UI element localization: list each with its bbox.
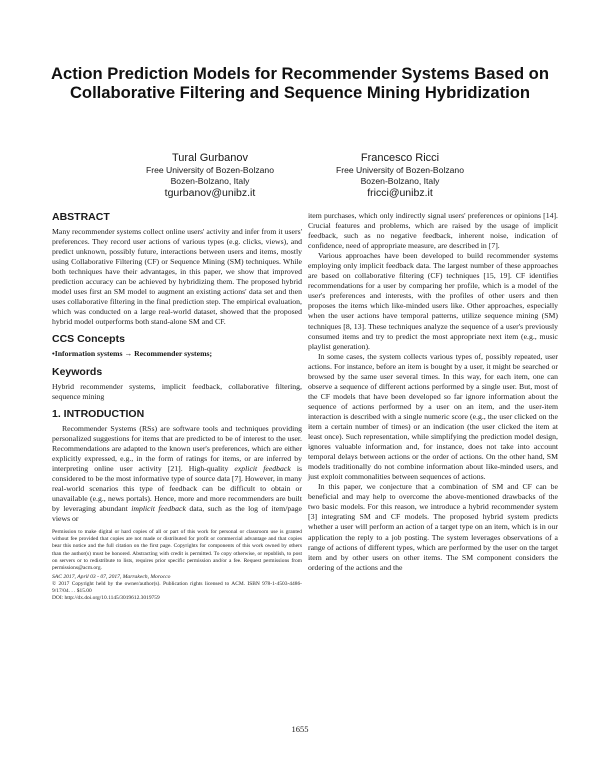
copyright-notice: © 2017 Copyright held by the owner/author(s). Publication rights licensed to ACM. ISBN 978-1-4503-4486-9/17/04. . . $15.00 — [52, 581, 302, 595]
intro-emphasis-explicit: explicit feedback — [234, 463, 291, 473]
keywords-text: Hybrid recommender systems, implicit feedback, collaborative filtering, sequence mining — [52, 381, 302, 401]
doi-line: DOI: http://dx.doi.org/10.1145/3019612.3019759 — [52, 595, 160, 602]
keywords-heading: Keywords — [52, 365, 103, 378]
conference-info: SAC 2017, April 03 - 07, 2017, Marrakech, Morocco — [52, 574, 171, 581]
introduction-paragraph — [52, 424, 302, 524]
intro-text-c: data, such as the log of item/page views or — [52, 503, 302, 524]
author-location: Bozen-Bolzano, Italy — [170, 175, 250, 186]
permission-block — [52, 529, 302, 603]
body-paragraph-3: In some cases, the system collects various types of, possibly repeated, user actions. For instance, before an item is bought by a user, it might be searched or browsed by the same user several times. In this way, for each item, one can observe a sequence of different actions performed by a single user. But, most of the CF models that have been developed so far ignore information about the sequence of actions performed by a user on an item, and the user-item interaction is described with a single numeric score (e.g., the user clicked on the item a certain number of times) or an indication (the user clicked the item at least once). Such representation, while simplifying the prediction model design, ignores valuable information and, for instance, does not take into account temporal delays between actions or the order of actions. On the other hand, SM models traditionally do not combine information about like-minded users, and just exploit commonalities between sequences of actions. — [308, 351, 558, 482]
author-affiliation: Free University of Bozen-Bolzano — [145, 165, 274, 175]
intro-text-a: Recommender Systems (RSs) are software tools and techniques providing personalized suggestions for items that are predicted to be of interest to the user. Recommendations are adapted to the known user's preferences, which are either explicitly expressed, e.g., in the form of ratings for items, or are inferred by interpreting online user activity [21]. High-quality — [52, 423, 302, 473]
author-block-2 — [290, 152, 510, 200]
intro-emphasis-implicit: implicit feedback — [131, 503, 186, 513]
author-email: tgurbanov@unibz.it — [164, 187, 256, 199]
author-block-1 — [100, 152, 320, 200]
abstract-text: Many recommender systems collect online users' activity and infer from it users' preferences. They record user actions of various types (e.g. clicks, views), and predict unknown, possibly future, interactions between users and items, mostly using Collaborative Filtering (CF) or Sequence Mining (SM) techniques. While both techniques have their advantages, in this paper, we show that improved prediction accuracy can be achieved by hybridizing them. The proposed hybrid model uses first an SM model to augment an existing actions' data set and then uses collaborative filtering in the final prediction step. The empirical evaluation, which was conducted on a large real-world dataset, showed that the proposed hybrid model outperforms both stand-alone SM and CF. — [52, 227, 302, 327]
body-paragraph-1: item purchases, which only indirectly signal users' preferences or opinions [14]. Crucial features and problems, which are raised by the usage of implicit feedback, such as no negative feedback, inherent noise, indication of confidence, need of appropriate measure, are described in [7]. — [308, 211, 558, 251]
permission-text: Permission to make digital or hard copies of all or part of this work for personal or classroom use is granted without fee provided that copies are not made or distributed for profit or commercial advantage and that copies bear this notice and the full citation on the first page. Copyrights for components of this work owned by others than the author(s) must be honored. Abstracting with credit is permitted. To copy otherwise, or republish, to post on servers or to redistribute to lists, requires prior specific permission and/or a fee. Request permissions from permissions@acm.org. — [52, 529, 302, 571]
author-location: Bozen-Bolzano, Italy — [360, 175, 440, 186]
ccs-heading: CCS Concepts — [52, 333, 125, 346]
abstract-heading: ABSTRACT — [52, 211, 110, 223]
page-number: 1655 — [291, 724, 309, 734]
author-affiliation: Free University of Bozen-Bolzano — [335, 165, 464, 175]
ccs-text: •Information systems → Recommender systems; — [52, 349, 213, 359]
paper-title: Action Prediction Models for Recommender Systems Based on Collaborative Filtering and Sequence Mining Hybridization — [51, 64, 549, 102]
body-paragraph-4: In this paper, we conjecture that a combination of SM and CF can be beneficial and may help to overcome the above-mentioned drawbacks of the two basic models. For this reason, we introduce a hybrid recommender system [3] integrating SM and CF models. The proposed hybrid system predicts whether a user will perform an action of a target type on an item, which is in our application the reply to a job posting. The system leverages observations of a range of actions of different types, which are performed by the user on the target item and by other users on other items. The SM component considers the ordering of the actions and the — [308, 482, 558, 572]
author-name: Tural Gurbanov — [171, 152, 249, 164]
right-column — [308, 211, 558, 573]
left-column — [52, 211, 302, 603]
author-name: Francesco Ricci — [360, 152, 440, 164]
intro-text-b: is considered to be the most informative type of source data [7]. However, in many real-world scenarios this type of feedback can be difficult to obtain or unavailable (e.g., news portals). Hence, more and more recommenders are built by leveraging abundant — [52, 463, 302, 513]
body-paragraph-2: Various approaches have been developed to build recommender systems employing only implicit feedback data. The largest number of these approaches are based on collaborative filtering (CF) techniques [15, 19]. CF identifies recommendations for a user by comparing her profile, which is a model of the user's preferences and interests, with the profiles of other users and then proposes the items which like-minded users like. Other approaches, especially when the user actions have temporal patterns, utilize sequence mining (SM) techniques [8, 13]. These techniques analyze the sequence of a user's previously consumed items and try to predict the most appropriate next item (e.g., music playlist generation). — [308, 251, 558, 351]
introduction-heading: 1. INTRODUCTION — [52, 407, 145, 420]
author-email: fricci@unibz.it — [367, 187, 433, 199]
